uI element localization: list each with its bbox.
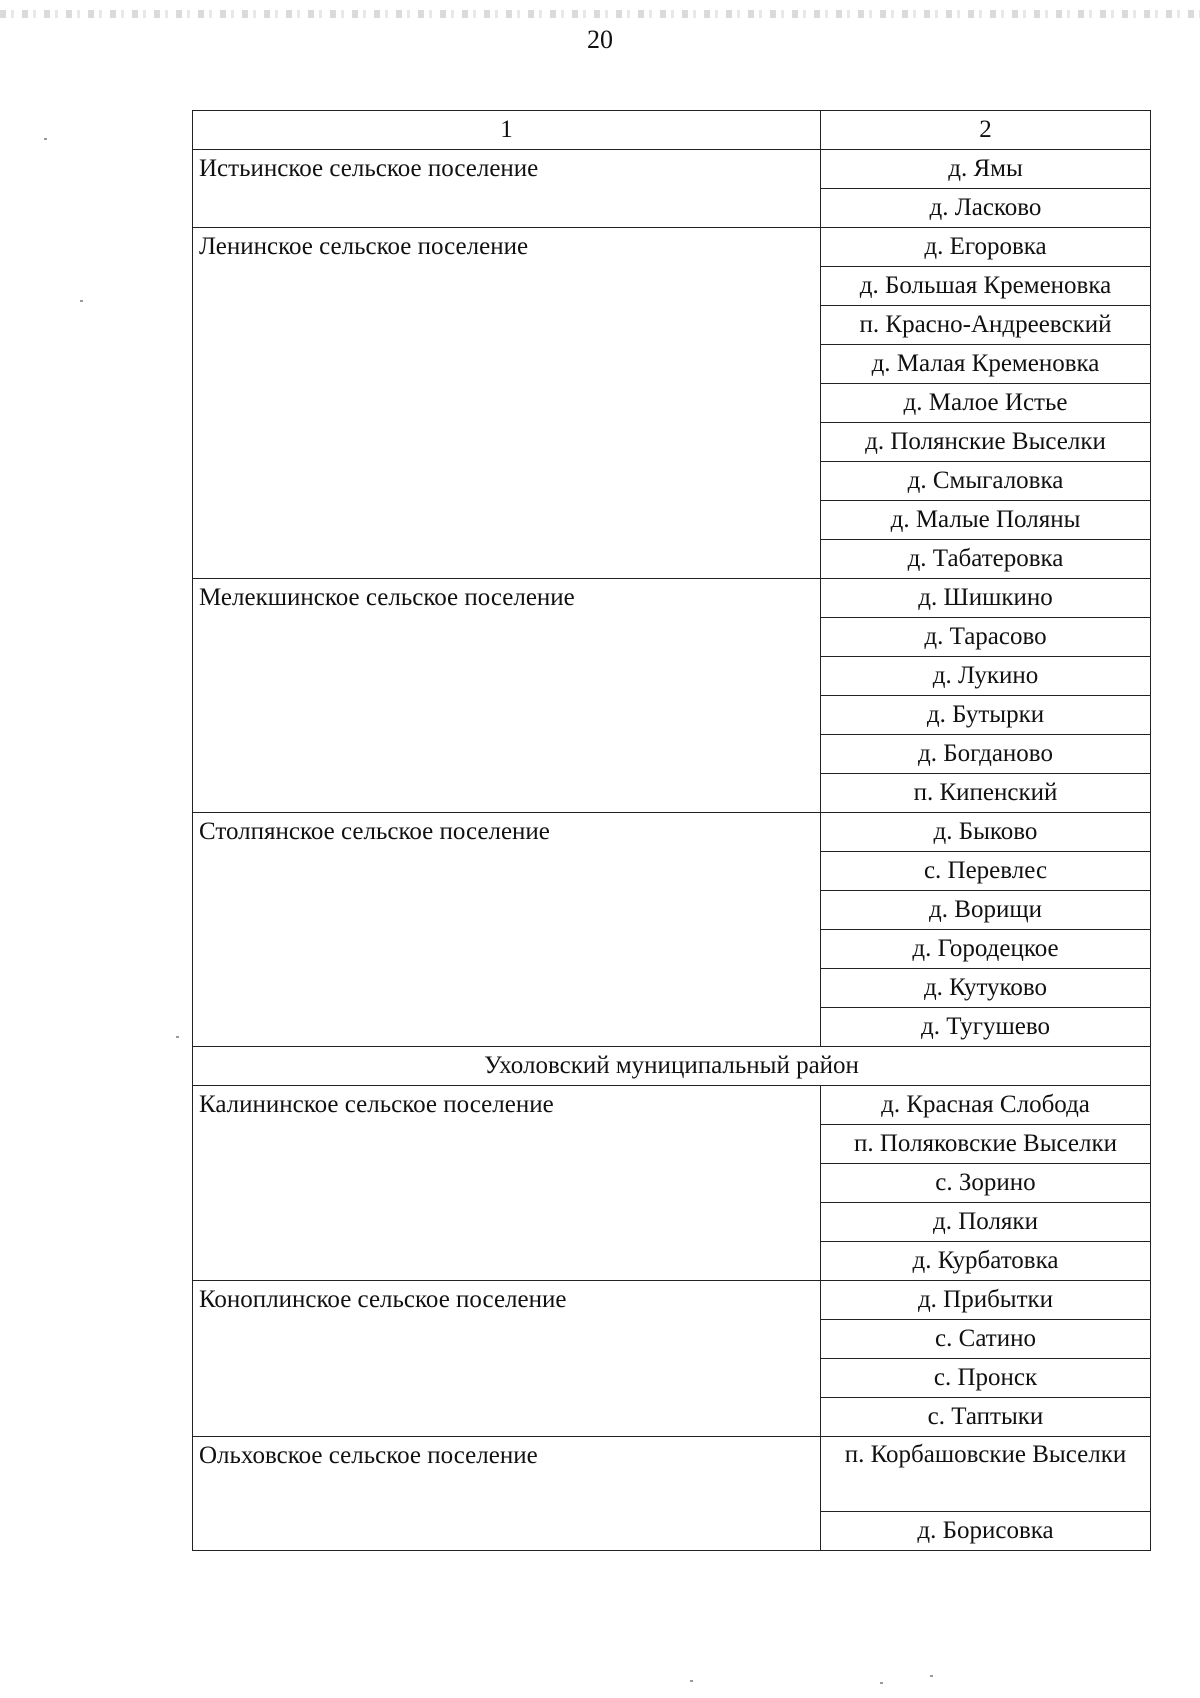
village-name: п. Красно-Андреевский [821,306,1151,345]
table-row [193,150,1151,189]
village-name: с. Таптыки [821,1398,1151,1437]
settlement-name: Столпянское сельское поселение [193,813,821,1047]
village-name: д. Шишкино [821,579,1151,618]
header-row [193,111,1151,150]
settlement-name: Мелекшинское сельское поселение [193,579,821,813]
settlement-name: Истьинское сельское поселение [193,150,821,228]
village-name: п. Поляковские Выселки [821,1125,1151,1164]
scan-speck [44,138,47,140]
column-header-1: 1 [193,111,821,150]
village-name: д. Кутуково [821,969,1151,1008]
village-name: д. Быково [821,813,1151,852]
settlement-name: Ольховское сельское поселение [193,1437,821,1551]
page-number: 20 [587,25,613,54]
settlement-name: Ленинское сельское поселение [193,228,821,579]
table-row [193,228,1151,267]
district-row [193,1047,1151,1086]
village-name: д. Табатеровка [821,540,1151,579]
scan-noise-strip [0,10,1200,18]
column-header-2: 2 [821,111,1151,150]
settlement-name: Коноплинское сельское поселение [193,1281,821,1437]
village-name: п. Кипенский [821,774,1151,813]
village-name: с. Пронск [821,1359,1151,1398]
village-name: д. Смыгаловка [821,462,1151,501]
village-name: с. Зорино [821,1164,1151,1203]
table-row [193,813,1151,852]
village-name: д. Борисовка [821,1512,1151,1551]
scan-speck [80,300,83,302]
table-row [193,1281,1151,1320]
table-body [193,111,1151,1551]
village-name: д. Городецкое [821,930,1151,969]
village-name: д. Красная Слобода [821,1086,1151,1125]
table-row [193,1437,1151,1512]
settlements-table [192,110,1151,1551]
village-name: д. Тугушево [821,1008,1151,1047]
district-heading: Ухоловский муниципальный район [193,1047,1151,1086]
village-name: д. Бутырки [821,696,1151,735]
table-row [193,1086,1151,1125]
village-name: д. Прибытки [821,1281,1151,1320]
village-name: д. Полянские Выселки [821,423,1151,462]
table-row [193,579,1151,618]
village-name: д. Поляки [821,1203,1151,1242]
village-name: д. Лукино [821,657,1151,696]
village-name: д. Ямы [821,150,1151,189]
village-name: д. Богданово [821,735,1151,774]
scan-speck [176,1036,179,1038]
village-name: д. Малое Истье [821,384,1151,423]
village-name: д. Тарасово [821,618,1151,657]
village-name: п. Корбашовские Выселки [821,1437,1151,1512]
scan-speck [880,1682,883,1684]
scan-speck [690,1680,693,1682]
village-name: д. Малая Кременовка [821,345,1151,384]
village-name: д. Ворищи [821,891,1151,930]
scan-speck [930,1675,933,1677]
settlement-name: Калининское сельское поселение [193,1086,821,1281]
village-name: д. Ласково [821,189,1151,228]
village-name: д. Малые Поляны [821,501,1151,540]
village-name: д. Курбатовка [821,1242,1151,1281]
village-name: с. Перевлес [821,852,1151,891]
village-name: с. Сатино [821,1320,1151,1359]
village-name: д. Егоровка [821,228,1151,267]
village-name: д. Большая Кременовка [821,267,1151,306]
